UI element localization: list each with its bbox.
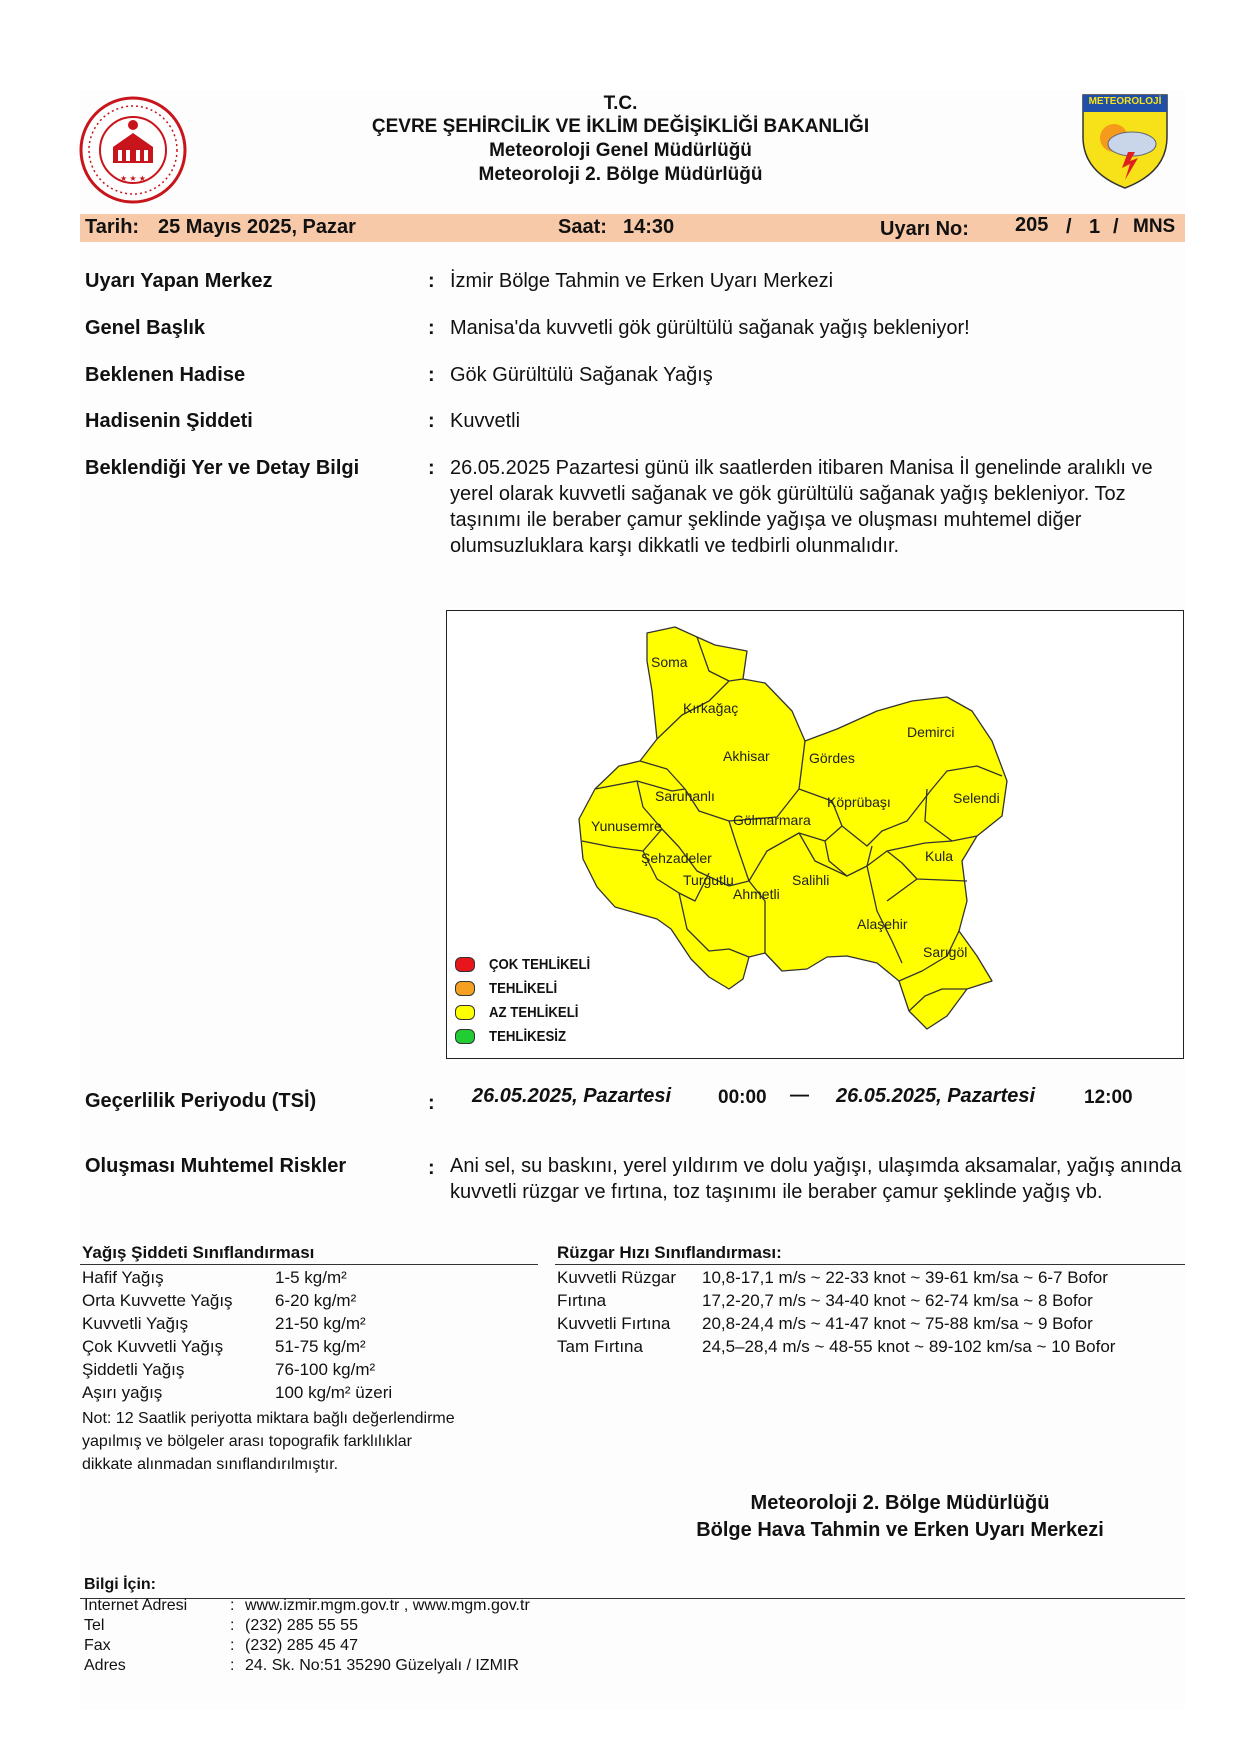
risks-value: Ani sel, su baskını, yerel yıldırım ve dolu yağışı, ulaşımda aksamalar, yağış anında kuvvetli rüzgar ve fırtına, toz taşınımı ile beraber çamur şeklinde yağış vb. [450, 1155, 1182, 1203]
wind-class-range: 24,5–28,4 m/s ~ 48-55 knot ~ 89-102 km/sa ~ 10 Bofor [702, 1337, 1116, 1356]
colon: : [428, 457, 435, 479]
legend-label: TEHLİKELİ [489, 979, 558, 997]
rain-class-rule [80, 1264, 538, 1265]
rain-class-name: Çok Kuvvetli Yağış [82, 1337, 224, 1356]
warning-separator: / [1066, 216, 1072, 238]
map-label-salihli: Salihli [792, 872, 830, 888]
rain-class-name: Şiddetli Yağış [82, 1360, 185, 1379]
colon: : [428, 317, 435, 339]
legend-label: ÇOK TEHLİKELİ [489, 955, 591, 973]
contact-key: Internet Adresi [84, 1597, 188, 1614]
wind-class-range: 20,8-24,4 m/s ~ 41-47 knot ~ 75-88 km/sa ~ 9 Bofor [702, 1314, 1093, 1333]
legend-item-az-tehlikeli [455, 1001, 591, 1023]
validity-start-date: 26.05.2025, Pazartesi [472, 1085, 672, 1107]
legend-item-tehlikeli [455, 977, 567, 999]
map-label-turgutlu: Turgutlu [683, 872, 734, 888]
legend-swatch [455, 1005, 475, 1020]
colon: : [428, 1157, 435, 1179]
colon: : [230, 1637, 235, 1654]
warning-map [446, 610, 1184, 1059]
rain-class-range: 6-20 kg/m² [275, 1291, 357, 1310]
warning-separator: / [1113, 216, 1119, 238]
map-label-sehzadeler: Şehzadeler [641, 850, 712, 866]
header-tc: T.C. [603, 93, 638, 114]
contact-key: Tel [84, 1617, 105, 1634]
colon: : [428, 410, 435, 432]
rain-class-range: 1-5 kg/m² [275, 1268, 347, 1287]
event-value: Gök Gürültülü Sağanak Yağış [450, 364, 713, 386]
map-label-gordes: Gördes [809, 750, 855, 766]
legend-swatch [455, 981, 475, 996]
map-label-akhisar: Akhisar [723, 748, 770, 764]
legend-label: AZ TEHLİKELİ [489, 1003, 579, 1021]
rain-class-range: 51-75 kg/m² [275, 1337, 366, 1356]
map-label-alasehir: Alaşehir [857, 916, 908, 932]
risks-label: Oluşması Muhtemel Riskler [85, 1155, 347, 1177]
header-regional-directorate: Meteoroloji 2. Bölge Müdürlüğü [478, 164, 763, 185]
meteoroloji-logo-text: METEOROLOJİ [1088, 96, 1162, 107]
warning-code: MNS [1133, 216, 1176, 237]
map-label-selendi: Selendi [953, 790, 1000, 806]
map-label-koprubasi: Köprübaşı [827, 794, 891, 810]
map-label-yunusemre: Yunusemre [591, 818, 662, 834]
title-value: Manisa'da kuvvetli gök gürültülü sağanak yağış bekleniyor! [450, 317, 970, 339]
title-label: Genel Başlık [85, 317, 206, 339]
map-label-golmarmara: Gölmarmara [733, 812, 811, 828]
svg-text:★ ★ ★: ★ ★ ★ [120, 174, 146, 183]
wind-class-name: Kuvvetli Fırtına [557, 1314, 671, 1333]
rain-class-note-line2: yapılmış ve bölgeler arası topografik farklılıklar [82, 1433, 412, 1450]
map-label-demirci: Demirci [907, 724, 955, 740]
wind-class-title: Rüzgar Hızı Sınıflandırması: [557, 1243, 782, 1262]
center-value: İzmir Bölge Tahmin ve Erken Uyarı Merkezi [450, 270, 834, 292]
wind-class-name: Tam Fırtına [557, 1337, 643, 1356]
severity-value: Kuvvetli [450, 410, 521, 432]
colon: : [230, 1597, 235, 1614]
signature-line2: Bölge Hava Tahmin ve Erken Uyarı Merkezi [696, 1519, 1104, 1541]
rain-class-range: 100 kg/m² üzeri [275, 1383, 393, 1402]
header-ministry: ÇEVRE ŞEHİRCİLİK VE İKLİM DEĞİŞİKLİĞİ BAKANLIĞI [371, 116, 870, 137]
rain-class-range: 21-50 kg/m² [275, 1314, 366, 1333]
header-general-directorate: Meteoroloji Genel Müdürlüğü [489, 140, 752, 161]
map-label-saruhanli: Saruhanlı [655, 788, 715, 804]
legend-item-tehlikesiz [455, 1025, 577, 1047]
contact-website[interactable]: www.izmir.mgm.gov.tr , www.mgm.gov.tr [245, 1597, 530, 1614]
colon: : [230, 1657, 235, 1674]
validity-dash: — [790, 1085, 809, 1106]
date-value: 25 Mayıs 2025, Pazar [158, 216, 356, 238]
rain-class-note-line3: dikkate alınmadan sınıflandırılmıştır. [82, 1456, 339, 1473]
wind-class-range: 17,2-20,7 m/s ~ 34-40 knot ~ 62-74 km/sa ~ 8 Bofor [702, 1291, 1093, 1310]
contact-tel: (232) 285 55 55 [245, 1617, 358, 1634]
time-value: 14:30 [623, 216, 675, 238]
validity-start-time: 00:00 [718, 1087, 767, 1108]
validity-end-date: 26.05.2025, Pazartesi [836, 1085, 1036, 1107]
rain-class-name: Orta Kuvvette Yağış [82, 1291, 233, 1310]
map-label-kula: Kula [925, 848, 954, 864]
map-label-soma: Soma [651, 654, 688, 670]
contact-title: Bilgi İçin: [84, 1576, 156, 1593]
colon: : [428, 1092, 435, 1114]
wind-class-name: Kuvvetli Rüzgar [557, 1268, 677, 1287]
validity-end-time: 12:00 [1084, 1087, 1133, 1108]
colon: : [428, 270, 435, 292]
rain-class-name: Hafif Yağış [82, 1268, 164, 1287]
warning-sub-number: 1 [1089, 216, 1101, 238]
rain-class-name: Aşırı yağış [82, 1383, 163, 1402]
contact-address: 24. Sk. No:51 35290 Güzelyalı / IZMIR [245, 1657, 519, 1674]
contact-key: Adres [84, 1657, 126, 1674]
detail-label: Beklendiği Yer ve Detay Bilgi [85, 457, 360, 479]
time-label: Saat: [558, 216, 607, 238]
rain-class-note-line1: Not: 12 Saatlik periyotta miktara bağlı değerlendirme [82, 1410, 455, 1427]
contact-fax: (232) 285 45 47 [245, 1637, 358, 1654]
warning-number: 205 [1015, 214, 1049, 236]
legend-swatch [455, 1029, 475, 1044]
wind-class-name: Fırtına [557, 1291, 607, 1310]
legend-swatch [455, 957, 475, 972]
colon: : [230, 1617, 235, 1634]
rain-class-range: 76-100 kg/m² [275, 1360, 376, 1379]
wind-class-rule [555, 1264, 1185, 1265]
validity-label: Geçerlilik Periyodu (TSİ) [85, 1090, 317, 1112]
center-label: Uyarı Yapan Merkez [85, 270, 273, 292]
map-label-sarigol: Sarıgöl [923, 944, 968, 960]
detail-value: 26.05.2025 Pazartesi günü ilk saatlerden itibaren Manisa İl genelinde aralıklı ve yerel olarak kuvvetli sağanak ve gök gürültülü sağanak yağış bekleniyor. Toz taşınımı ile beraber çamur şeklinde yağışa ve oluşması muhtemel diğer olumsuzluklara karşı dikkatli ve tedbirli olunmalıdır. [450, 457, 1153, 557]
legend-label: TEHLİKESİZ [489, 1027, 567, 1045]
map-label-ahmetli: Ahmetli [733, 886, 780, 902]
wind-class-range: 10,8-17,1 m/s ~ 22-33 knot ~ 39-61 km/sa ~ 6-7 Bofor [702, 1268, 1108, 1287]
map-label-kirkagac: Kırkağaç [683, 700, 739, 716]
severity-label: Hadisenin Şiddeti [85, 410, 253, 432]
rain-class-name: Kuvvetli Yağış [82, 1314, 189, 1333]
warning-no-label: Uyarı No: [880, 218, 969, 240]
colon: : [428, 364, 435, 386]
event-label: Beklenen Hadise [85, 364, 246, 386]
contact-key: Fax [84, 1637, 111, 1654]
legend-item-cok-tehlikeli [455, 953, 604, 975]
date-label: Tarih: [85, 216, 140, 238]
signature-line1: Meteoroloji 2. Bölge Müdürlüğü [750, 1492, 1050, 1514]
rain-class-title: Yağış Şiddeti Sınıflandırması [82, 1243, 315, 1262]
